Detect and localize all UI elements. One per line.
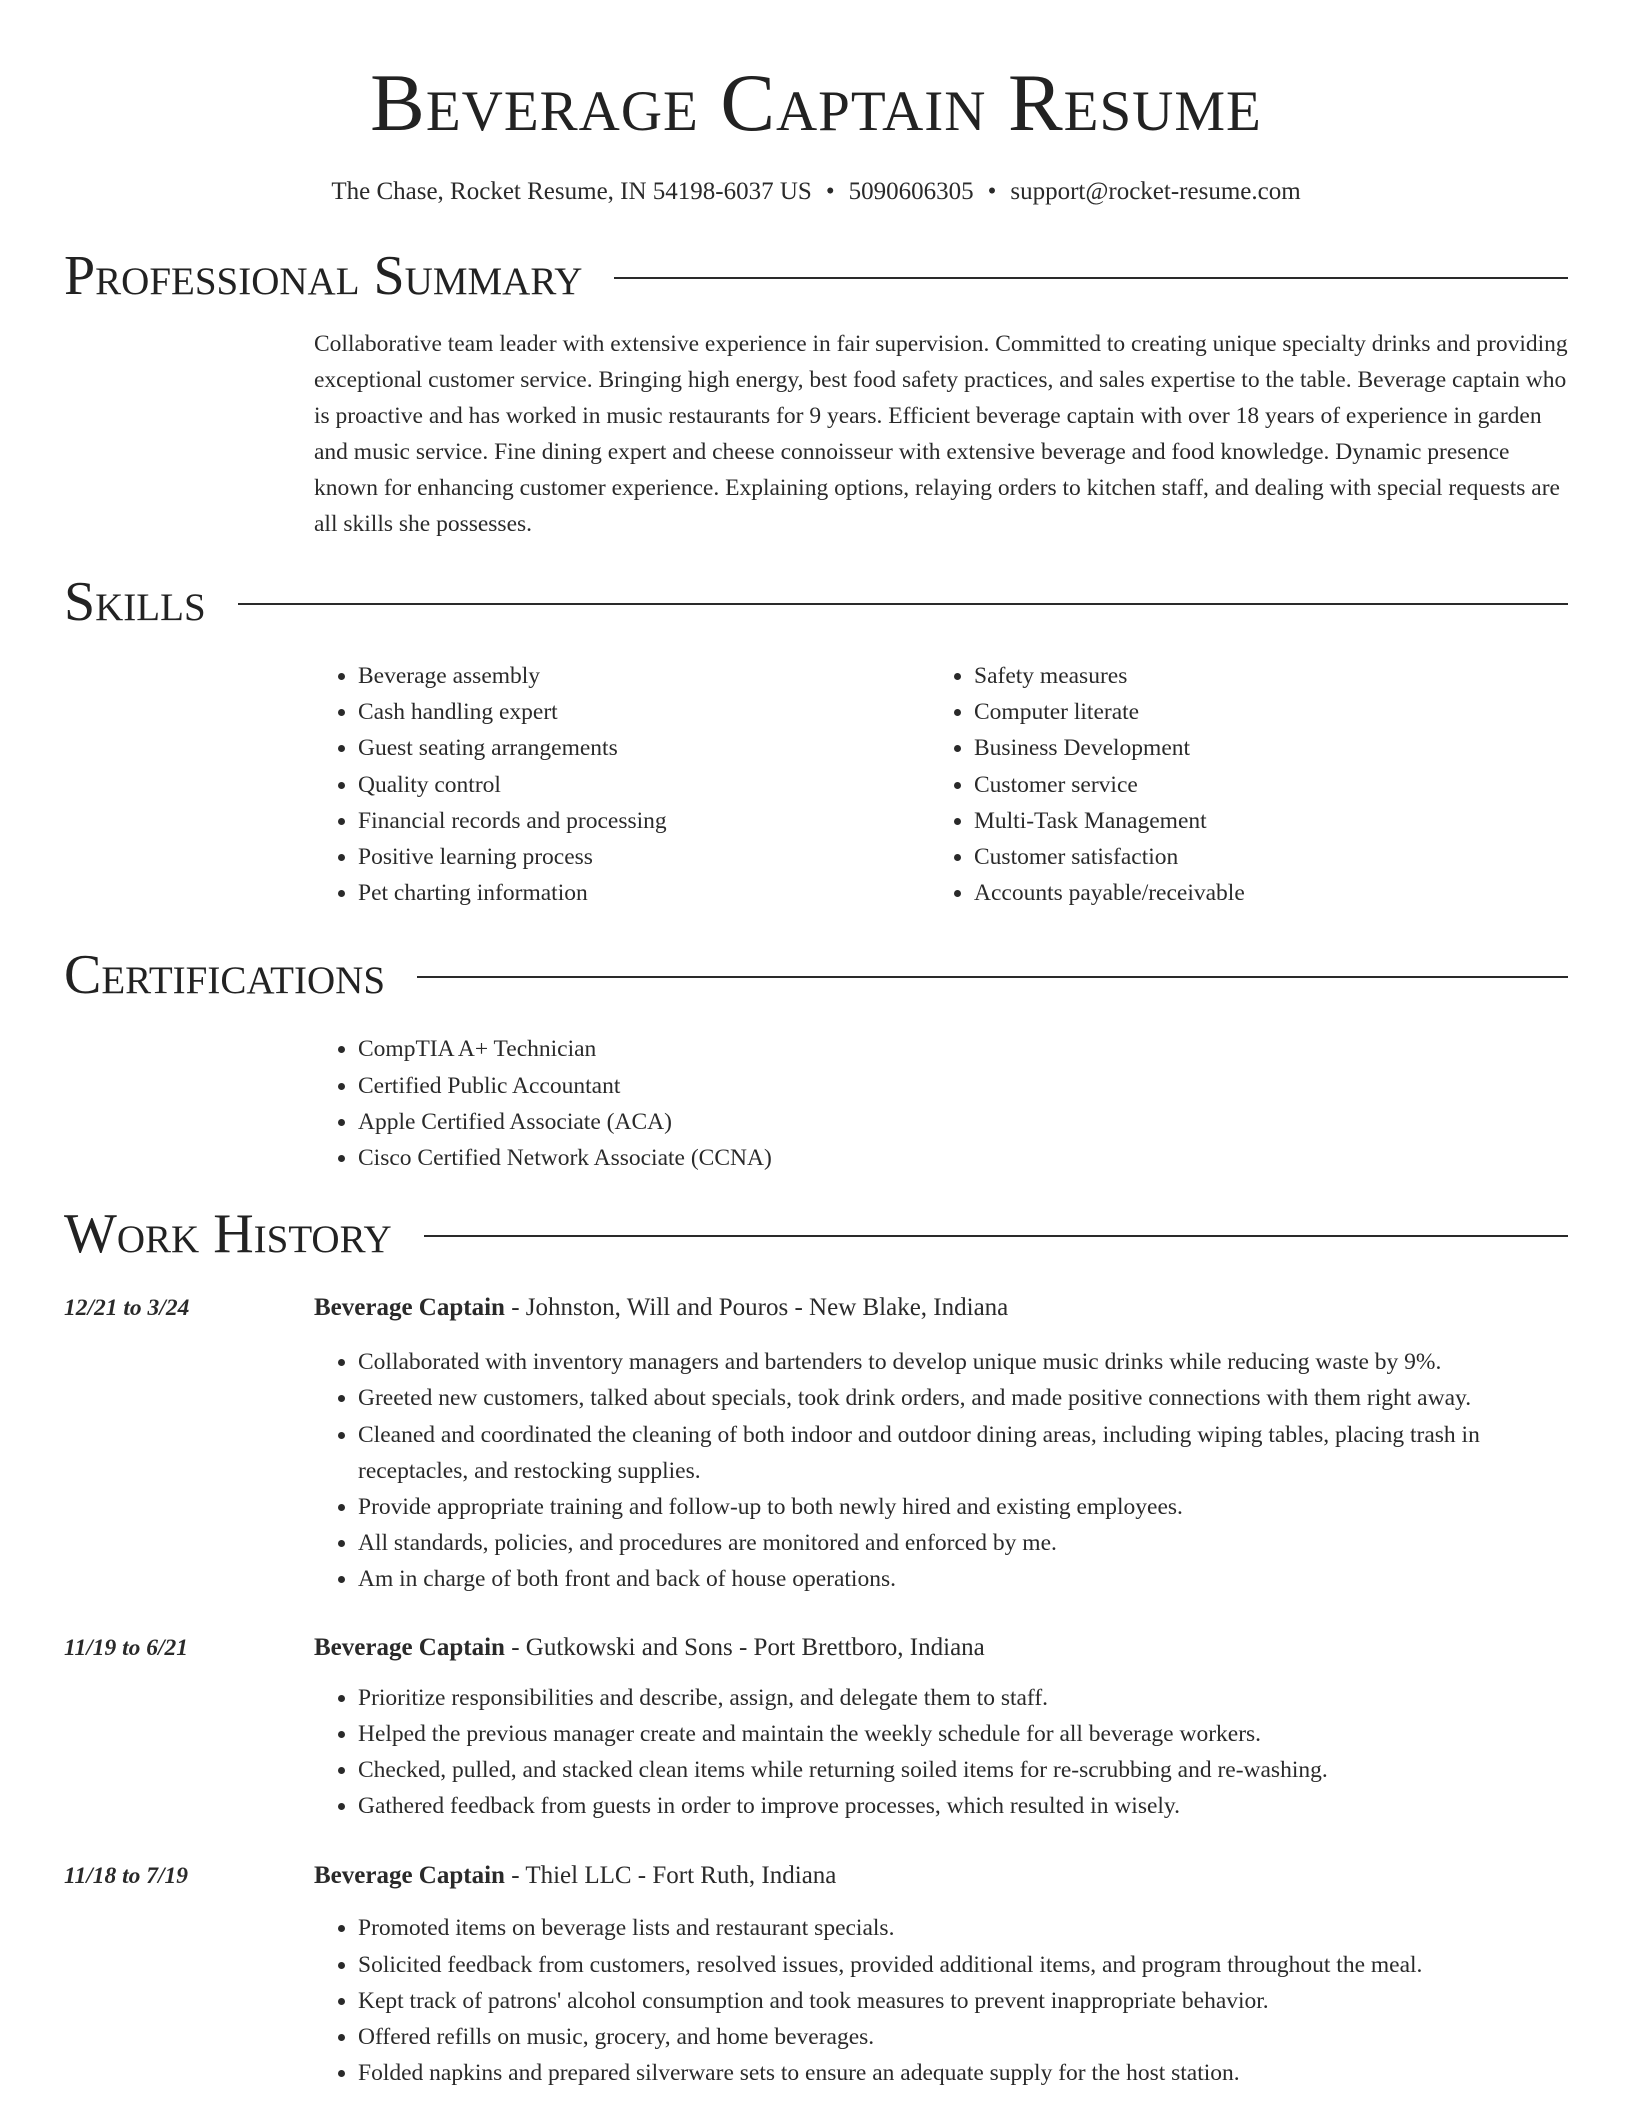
list-item: • Customer satisfaction [974,839,1546,875]
list-item: • Positive learning process [358,839,930,875]
job-title: Beverage Captain [314,1862,505,1890]
job-employer: - Gutkowski and Sons - Port Brettboro, Indiana [504,1633,985,1661]
job-bullets [314,1344,1568,1597]
resume-title: Beverage Captain Resume [370,57,1262,148]
list-item: • Greeted new customers, talked about specials, took drink orders, and made positive connections with them right away. [358,1380,1568,1416]
skills-section-header [64,571,1568,633]
section-title-skills: Skills [64,571,206,633]
job-employer: - Johnston, Will and Pouros - New Blake, Indiana [504,1294,1009,1322]
skills-list-right [930,658,1546,911]
separator: • [987,178,997,205]
job-title-line [314,1290,1568,1326]
list-item: • Checked, pulled, and stacked clean items while returning soiled items for re-scrubbing and re-washing. [358,1752,1568,1788]
job-content [314,1630,1568,1825]
phone: 5090606305 [848,178,974,205]
list-item: • Pet charting information [358,875,930,911]
list-item: • All standards, policies, and procedures are monitored and enforced by me. [358,1525,1568,1561]
job-content [314,1290,1568,1597]
section-rule [614,277,1568,279]
job-title-line [314,1858,1568,1894]
job-title-line [314,1630,1568,1666]
skills-column-left [314,658,930,911]
job-content [314,1858,1568,2091]
skills-list-left [314,658,930,911]
separator: • [825,178,835,205]
job-employer: - Thiel LLC - Fort Ruth, Indiana [504,1862,837,1890]
job-title: Beverage Captain [314,1294,505,1322]
certifications-list [314,1031,1568,1176]
list-item: • Helped the previous manager create and maintain the weekly schedule for all beverage workers. [358,1716,1568,1752]
list-item: • Cash handling expert [358,694,930,730]
skills-column-right [930,658,1546,911]
list-item: • Promoted items on beverage lists and restaurant specials. [358,1910,1568,1946]
certifications-section-header [64,944,1568,1007]
summary-section-header [64,245,1568,307]
list-item: • CompTIA A+ Technician [358,1031,1568,1067]
list-item: • Apple Certified Associate (ACA) [358,1104,1568,1140]
list-item: • Prioritize responsibilities and describe, assign, and delegate them to staff. [358,1680,1568,1716]
summary-text: Collaborative team leader with extensive experience in fair supervision. Committed to creating unique specialty drinks and providing exceptional customer service. Bringing high energy, best food safety practices, and sales expertise to the table. Beverage captain who is proactive and has worked in music restaurants for 9 years. Efficient beverage captain with over 18 years of experience in garden and music service. Fine dining expert and cheese connoisseur with extensive beverage and food knowledge. Dynamic presence known for enhancing customer experience. Explaining options, relaying orders to kitchen staff, and dealing with special requests are all skills she possesses. [314,331,1568,537]
list-item: • Multi-Task Management [974,803,1546,839]
job-entry [64,1858,1568,2091]
email: support@rocket-resume.com [1010,178,1301,205]
list-item: • Collaborated with inventory managers and bartenders to develop unique music drinks while reducing waste by 9%. [358,1344,1568,1380]
job-dates: 11/19 to 6/21 [64,1634,189,1661]
list-item: • Cisco Certified Network Associate (CCNA) [358,1140,1568,1176]
section-title-summary: Professional Summary [64,245,583,307]
list-item: • Accounts payable/receivable [974,875,1546,911]
job-entry [64,1630,1568,1825]
list-item: • Gathered feedback from guests in order to improve processes, which resulted in wisely. [358,1788,1568,1824]
list-item: • Computer literate [974,694,1546,730]
list-item: • Am in charge of both front and back of house operations. [358,1561,1568,1597]
list-item: • Cleaned and coordinated the cleaning of both indoor and outdoor dining areas, including wiping tables, placing trash in receptacles, and restocking supplies. [358,1417,1568,1489]
list-item: • Business Development [974,730,1546,766]
certifications-block [314,1031,1568,1176]
list-item: • Provide appropriate training and follow-up to both newly hired and existing employees. [358,1489,1568,1525]
list-item: • Guest seating arrangements [358,730,930,766]
list-item: • Beverage assembly [358,658,930,694]
job-dates: 12/21 to 3/24 [64,1295,190,1322]
job-bullets [314,1680,1568,1825]
section-title-certifications: Certifications [64,944,386,1007]
job-title: Beverage Captain [314,1633,505,1661]
job-dates: 11/18 to 7/19 [64,1863,189,1890]
list-item: • Solicited feedback from customers, resolved issues, provided additional items, and program throughout the meal. [358,1947,1568,1983]
list-item: • Offered refills on music, grocery, and home beverages. [358,2019,1568,2055]
list-item: • Kept track of patrons' alcohol consumption and took measures to prevent inappropriate behavior. [358,1983,1568,2019]
contact-line [64,178,1568,206]
list-item: • Certified Public Accountant [358,1068,1568,1104]
list-item: • Financial records and processing [358,803,930,839]
list-item: • Folded napkins and prepared silverware sets to ensure an adequate supply for the host station. [358,2055,1568,2091]
skills-grid [314,658,1568,911]
list-item: • Safety measures [974,658,1546,694]
address: The Chase, Rocket Resume, IN 54198-6037 US [331,178,812,205]
section-rule [417,976,1568,978]
section-title-work-history: Work History [64,1203,392,1266]
section-rule [424,1235,1568,1237]
section-rule [238,603,1568,605]
work-section-header [64,1203,1568,1266]
list-item: • Quality control [358,767,930,803]
job-entry [64,1290,1568,1597]
list-item: • Customer service [974,767,1546,803]
job-bullets [314,1910,1568,2091]
